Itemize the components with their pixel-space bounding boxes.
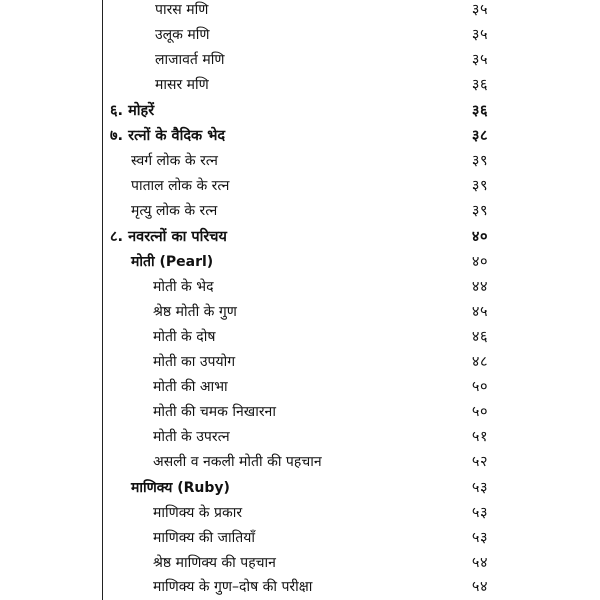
toc-entry-title: उलूक मणि [155, 27, 210, 43]
toc-entry [0, 174, 600, 199]
toc-section [0, 250, 600, 275]
toc-entry-title: मोती के उपरत्न [153, 429, 230, 445]
toc-entry [0, 275, 600, 300]
toc-chapter-title: ८. नवरत्नों का परिचय [110, 229, 227, 245]
toc-entry [0, 325, 600, 350]
toc-entry-title: माणिक्य की जातियाँ [153, 530, 256, 546]
toc-entry [0, 375, 600, 400]
toc-entry-title: पाताल लोक के रत्न [131, 178, 230, 194]
toc-entry-page: ४५ [471, 304, 488, 320]
toc-entry-title: मोती की चमक निखारना [153, 404, 276, 420]
toc-entry-page: ४८ [471, 354, 488, 370]
toc-entry [0, 400, 600, 425]
toc-entry-page: ३५ [471, 27, 488, 43]
toc-chapter-page: ४० [471, 229, 488, 245]
toc-entry-page: ३९ [471, 178, 488, 194]
toc-entry [0, 73, 600, 98]
toc-entry [0, 199, 600, 224]
toc-chapter-page: ३८ [471, 128, 488, 144]
toc-entry [0, 526, 600, 551]
toc-entry-page: ४४ [471, 279, 488, 295]
toc-entry-page: ५० [471, 404, 488, 420]
toc-entry-page: ५४ [471, 579, 488, 595]
toc-entry [0, 575, 600, 600]
toc-entry [0, 23, 600, 48]
toc-entry [0, 149, 600, 174]
toc-entry-page: ५१ [471, 429, 488, 445]
toc-chapter-page: ३६ [471, 103, 488, 119]
toc-entry-title: मोती के भेद [153, 279, 214, 295]
toc-entry-title: श्रेष्ठ मोती के गुण [153, 304, 237, 320]
toc-entry-page: ५० [471, 379, 488, 395]
toc-chapter-title: ६. मोहरें [110, 103, 155, 119]
toc-entry-title: श्रेष्ठ माणिक्य की पहचान [153, 555, 276, 571]
toc-entry-page: ५३ [471, 505, 488, 521]
toc-entry-page: ३५ [471, 52, 488, 68]
toc-section-title: माणिक्य (Ruby) [131, 480, 230, 496]
toc-entry-page: ५२ [471, 454, 488, 470]
toc-entry [0, 501, 600, 526]
toc-entry [0, 300, 600, 325]
toc-entry-title: माणिक्य के गुण–दोष की परीक्षा [153, 579, 313, 595]
toc-entry-title: असली व नकली मोती की पहचान [153, 454, 322, 470]
toc-entry [0, 48, 600, 73]
toc-entry [0, 350, 600, 375]
toc-entry-title: मोती के दोष [153, 329, 216, 345]
toc-chapter [0, 225, 600, 250]
toc-chapter [0, 99, 600, 124]
toc-section-title: मोती (Pearl) [131, 254, 214, 270]
toc-entry-page: ३९ [471, 203, 488, 219]
toc-section [0, 476, 600, 501]
toc-chapter-title: ७. रत्नों के वैदिक भेद [110, 128, 226, 144]
toc-entry-page: ३५ [471, 2, 488, 18]
toc-entry-title: माणिक्य के प्रकार [153, 505, 243, 521]
toc-entry-page: ५४ [471, 555, 488, 571]
toc-section-page: ५३ [471, 480, 488, 496]
toc-entry-page: ३६ [471, 77, 488, 93]
toc-entry-title: पारस मणि [155, 2, 209, 18]
toc-entry-title: मृत्यु लोक के रत्न [131, 203, 218, 219]
toc-entry-title: स्वर्ग लोक के रत्न [131, 153, 218, 169]
toc-entry-page: ४६ [471, 329, 488, 345]
toc-entry [0, 425, 600, 450]
toc-section-page: ४० [471, 254, 488, 270]
toc-entry-title: मोती का उपयोग [153, 354, 236, 370]
toc-entry-title: मोती की आभा [153, 379, 228, 395]
toc-chapter [0, 124, 600, 149]
toc-entry [0, 551, 600, 576]
toc-entry-page: ३९ [471, 153, 488, 169]
toc-entry-page: ५३ [471, 530, 488, 546]
toc-entry [0, 0, 600, 23]
toc-entry [0, 450, 600, 475]
toc-entry-title: लाजावर्त मणि [155, 52, 225, 68]
toc-entry-title: मासर मणि [155, 77, 209, 93]
